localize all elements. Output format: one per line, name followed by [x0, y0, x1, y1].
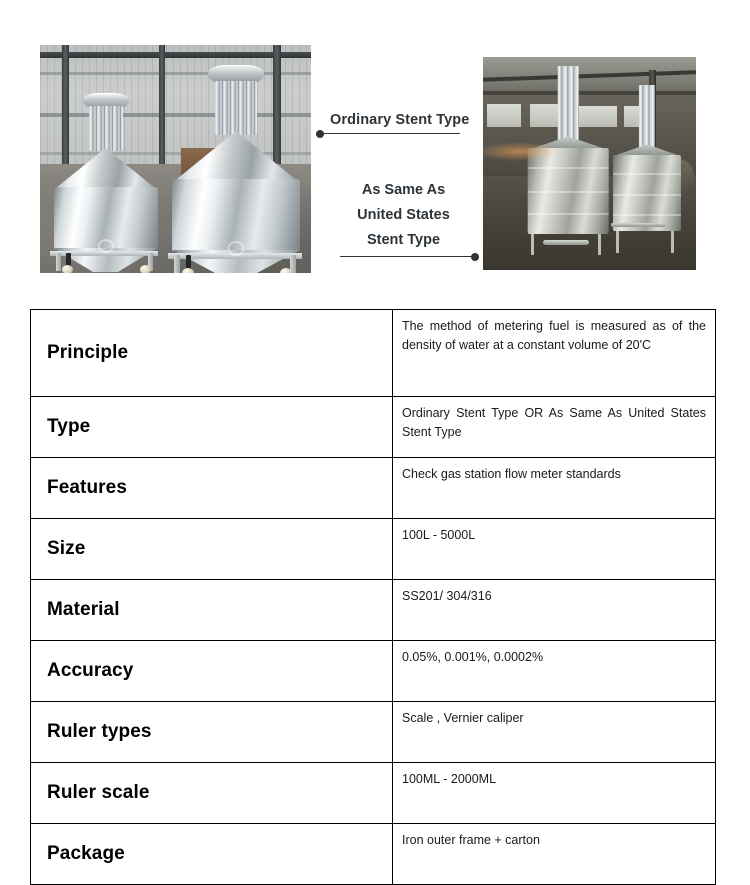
callout-leader-line: [320, 133, 460, 134]
tank-weld-band: [528, 167, 609, 169]
callout-bottom-line-2: United States: [357, 207, 450, 223]
tank-cone-top: [54, 148, 158, 190]
callout-united-states-stent-type: [336, 178, 484, 264]
cylindrical-tank-front: [521, 66, 615, 258]
tank-leg: [174, 255, 180, 273]
table-row: [31, 702, 716, 763]
table-row: [31, 519, 716, 580]
table-row: [31, 824, 716, 885]
spec-value-features: Check gas station flow meter standards: [393, 458, 716, 519]
product-photo-ordinary-stent-type: [40, 45, 311, 273]
tank-caster-wheel: [182, 268, 194, 273]
callout-ordinary-stent-type: [316, 112, 476, 140]
callout-top-label: Ordinary Stent Type: [330, 112, 470, 128]
tank-sight-glass-neck: [639, 85, 655, 150]
tank-weld-band: [613, 194, 681, 196]
product-photo-united-states-stent-type: [483, 57, 696, 270]
table-row: [31, 397, 716, 458]
tank-leg: [616, 231, 619, 253]
spec-value-type: Ordinary Stent Type OR As Same As United States Stent Type: [393, 397, 716, 458]
tank-weld-band: [528, 191, 609, 193]
callout-dot-marker: [316, 130, 324, 138]
tank-caster-wheel: [140, 265, 151, 273]
tank-handle-ring: [228, 241, 245, 256]
spec-value-size: 100L - 5000L: [393, 519, 716, 580]
spec-label-package: Package: [31, 824, 393, 885]
discharge-pipe: [543, 240, 590, 245]
tank-weld-band: [528, 213, 609, 215]
tank-sight-glass-neck: [215, 81, 257, 135]
tank-handle-ring: [98, 239, 114, 253]
spec-value-material: SS201/ 304/316: [393, 580, 716, 641]
spec-label-features: Features: [31, 458, 393, 519]
tank-weld-band: [613, 214, 681, 216]
specification-table-body: [31, 310, 716, 885]
tank-leg: [671, 231, 674, 253]
spec-value-ruler-scale: 100ML - 2000ML: [393, 763, 716, 824]
specification-table: [30, 309, 716, 885]
spec-label-ruler-types: Ruler types: [31, 702, 393, 763]
table-row: [31, 310, 716, 397]
spec-label-principle: Principle: [31, 310, 393, 397]
workshop-window: [487, 104, 521, 127]
table-row: [31, 763, 716, 824]
callout-bottom-line-1: As Same As: [361, 182, 446, 198]
tank-weld-band: [613, 173, 681, 175]
tank-leg: [531, 234, 534, 255]
product-photo-area: [0, 0, 750, 290]
callout-bottom-line-3: Stent Type: [366, 232, 441, 248]
tank-shell: [613, 155, 681, 232]
tank-sight-glass-neck: [558, 66, 579, 143]
tank-sight-glass-neck: [89, 106, 123, 151]
discharge-pipe: [611, 223, 666, 227]
spec-value-package: Iron outer frame + carton: [393, 824, 716, 885]
tank-cone-top: [172, 131, 300, 183]
callout-leader-line: [340, 256, 476, 257]
spec-label-ruler-scale: Ruler scale: [31, 763, 393, 824]
callout-bottom-label: [336, 178, 471, 253]
spec-label-size: Size: [31, 519, 393, 580]
tank-leg: [598, 234, 601, 255]
spec-value-ruler-types: Scale , Vernier caliper: [393, 702, 716, 763]
tank-caster-wheel: [280, 268, 292, 273]
table-row: [31, 580, 716, 641]
callout-dot-marker: [471, 253, 479, 261]
cylindrical-tank-rear: [607, 85, 688, 255]
roof-beam: [40, 52, 311, 58]
table-row: [31, 641, 716, 702]
tank-caster-wheel: [62, 265, 73, 273]
spec-label-accuracy: Accuracy: [31, 641, 393, 702]
lens-flare: [483, 142, 564, 161]
spec-label-type: Type: [31, 397, 393, 458]
spec-value-accuracy: 0.05%, 0.001%, 0.0002%: [393, 641, 716, 702]
spec-label-material: Material: [31, 580, 393, 641]
proving-tank-small: [48, 93, 163, 273]
tank-leg: [56, 253, 61, 271]
proving-tank-large: [166, 65, 306, 273]
table-row: [31, 458, 716, 519]
spec-value-principle: The method of metering fuel is measured as of the density of water at a constant volume of 20'C: [393, 310, 716, 397]
